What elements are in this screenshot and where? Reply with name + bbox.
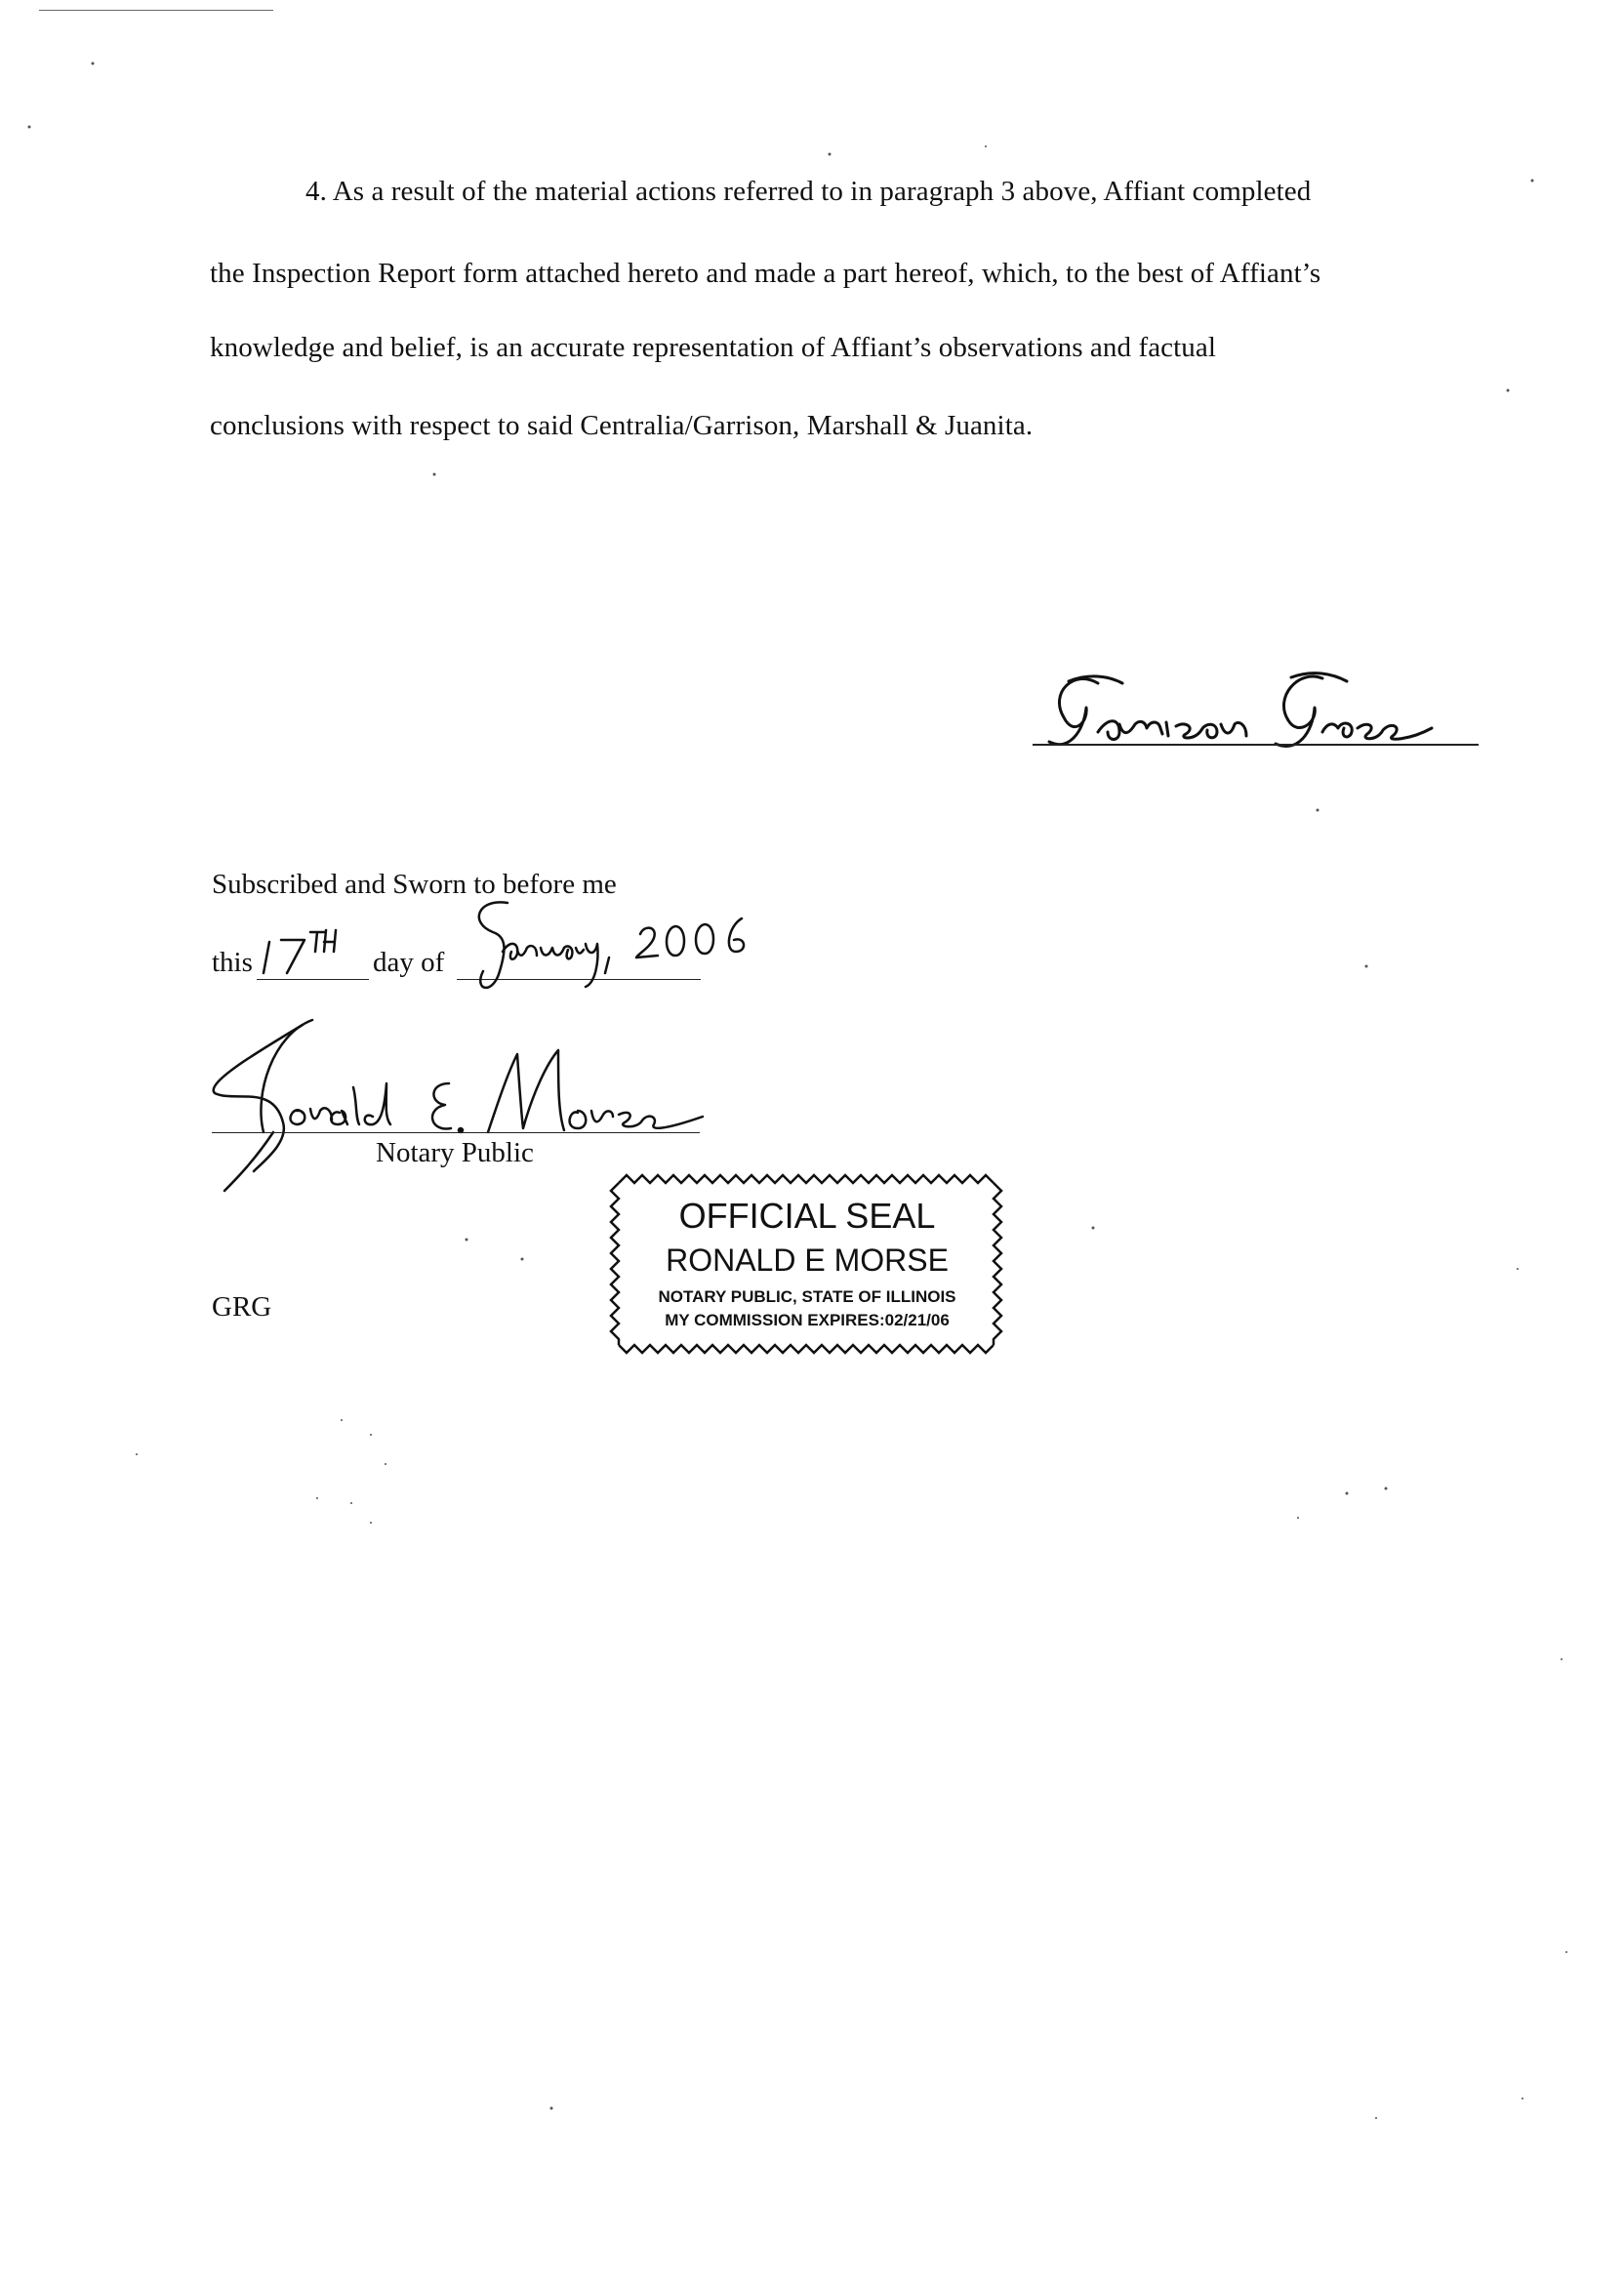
notary-signature-line (212, 1132, 700, 1133)
affiant-signature-line (1033, 744, 1479, 746)
seal-notary-state: NOTARY PUBLIC, STATE OF ILLINOIS (658, 1287, 956, 1306)
notary-public-label: Notary Public (376, 1137, 534, 1168)
handwritten-date (449, 893, 771, 1000)
preparer-initials: GRG (212, 1291, 272, 1323)
scan-artifact-line (39, 10, 273, 11)
paragraph-4-line-4: conclusions with respect to said Centralia/Garrison, Marshall & Juanita. (210, 410, 1034, 441)
this-label: this (212, 947, 253, 978)
day-of-label: day of (373, 947, 445, 978)
sworn-statement: Subscribed and Sworn to before me (212, 869, 617, 900)
affiant-signature (1030, 664, 1479, 761)
seal-commission-expiry: MY COMMISSION EXPIRES:02/21/06 (665, 1311, 950, 1329)
paragraph-4-line-1: 4. As a result of the material actions referred to in paragraph 3 above, Affiant completed (305, 176, 1312, 207)
handwritten-day (256, 922, 383, 981)
official-seal-stamp (607, 1169, 1017, 1359)
seal-name: RONALD E MORSE (666, 1243, 949, 1278)
paragraph-4-line-2: the Inspection Report form attached hereto and made a part hereof, which, to the best of Affiant’s (210, 258, 1321, 289)
paragraph-4-line-3: knowledge and belief, is an accurate representation of Affiant’s observations and factual (210, 332, 1217, 363)
seal-title: OFFICIAL SEAL (678, 1196, 936, 1236)
